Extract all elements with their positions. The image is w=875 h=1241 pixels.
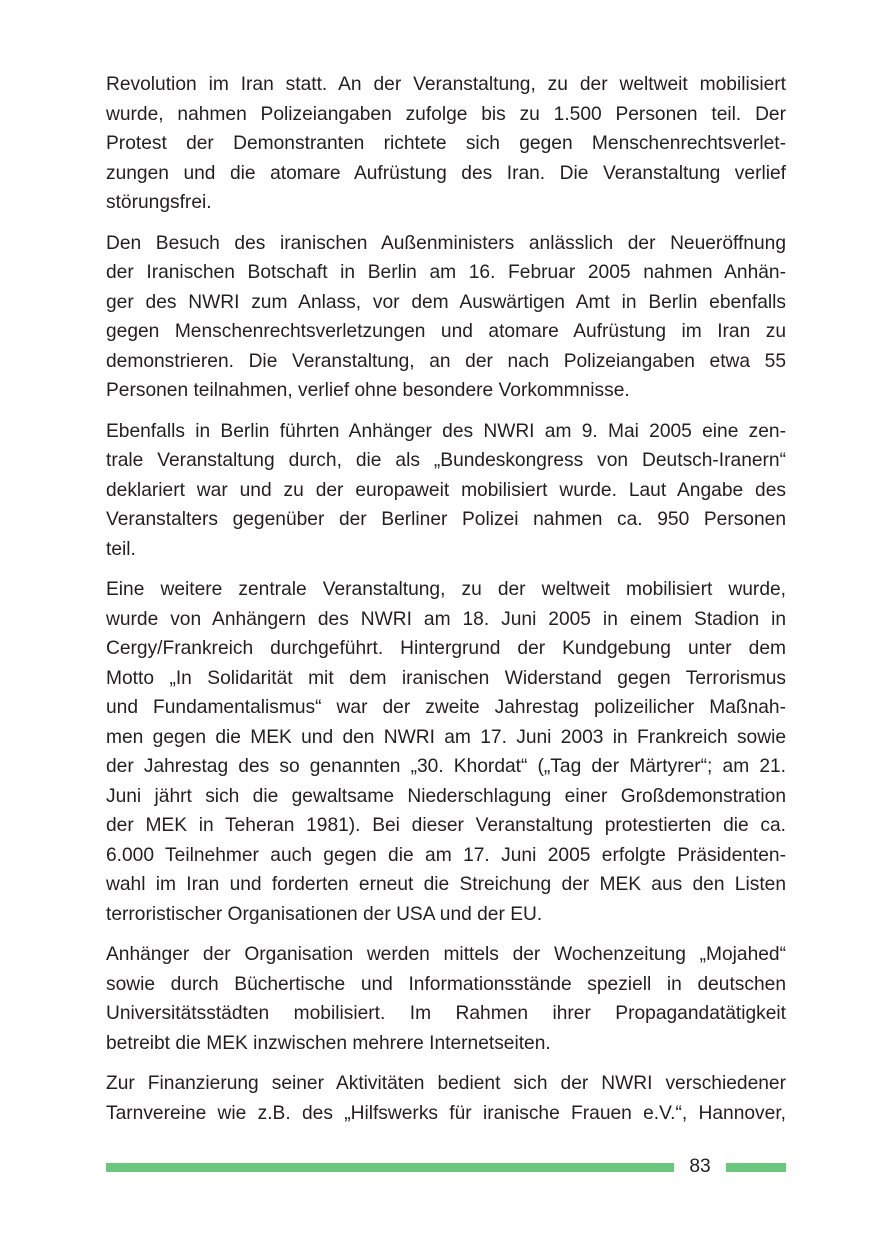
text-line: Anhänger der Organisation werden mittels der Wochenzeitung „Mojahed“ [106,944,786,965]
text-line: der Iranischen Botschaft in Berlin am 16. Februar 2005 nahmen Anhän- [106,262,786,283]
text-line: gegen Menschenrechtsverletzungen und atomare Aufrüstung im Iran zu [106,321,786,342]
text-line: betreibt die MEK inzwischen mehrere Internetseiten. [106,1032,551,1054]
text-line: sowie durch Büchertische und Informationsstände speziell in deutschen [106,973,786,995]
text-line: Eine weitere zentrale Veranstaltung, zu der weltweit mobilisiert wurde, [106,579,786,600]
text-line: und Fundamentalismus“ war der zweite Jahrestag polizeilicher Maßnah- [106,697,786,718]
paragraph-1 [106,70,786,218]
text-line: Protest der Demonstranten richtete sich gegen Menschenrechtsverlet- [106,133,786,154]
text-line: zungen und die atomare Aufrüstung des Iran. Die Veranstaltung verlief [106,162,786,184]
text-line: Personen teilnahmen, verlief ohne besondere Vorkommnisse. [106,380,630,401]
text-line: ger des NWRI zum Anlass, vor dem Auswärtigen Amt in Berlin ebenfalls [106,291,786,313]
text-line: terroristischer Organisationen der USA und der EU. [106,903,543,925]
paragraph-5 [106,940,786,1058]
text-line: Revolution im Iran statt. An der Veranstaltung, zu der weltweit mobilisiert [106,74,786,95]
text-line: deklariert war und zu der europaweit mobilisiert wurde. Laut Angabe des [106,479,786,501]
paragraph-2 [106,229,786,406]
paragraph-6 [106,1069,786,1128]
text-line: wahl im Iran und forderten erneut die Streichung der MEK aus den Listen [106,874,786,895]
text-line: Den Besuch des iranischen Außenministers anlässlich der Neueröffnung [106,232,786,254]
text-line: Motto „In Solidarität mit dem iranischen Widerstand gegen Terrorismus [106,667,786,689]
text-line: Universitätsstädten mobilisiert. Im Rahmen ihrer Propagandatätigkeit [106,1003,786,1024]
text-line: demonstrieren. Die Veranstaltung, an der nach Polizeiangaben etwa 55 [106,350,786,372]
text-line: Juni jährt sich die gewaltsame Niederschlagung einer Großdemonstration [106,785,786,807]
text-line: Veranstalters gegenüber der Berliner Polizei nahmen ca. 950 Personen [106,509,786,530]
text-line: 6.000 Teilnehmer auch gegen die am 17. Juni 2005 erfolgte Präsidenten- [106,844,786,866]
text-line: wurde, nahmen Polizeiangaben zufolge bis zu 1.500 Personen teil. Der [106,103,786,125]
text-line: teil. [106,538,136,560]
text-line: Tarnvereine wie z.B. des „Hilfswerks für iranische Frauen e.V.“, Hannover, [106,1102,786,1124]
text-line: men gegen die MEK und den NWRI am 17. Juni 2003 in Frankreich sowie [106,726,786,748]
text-line: störungsfrei. [106,192,212,213]
footer-rule-right [726,1163,786,1172]
text-line: der MEK in Teheran 1981). Bei dieser Veranstaltung protestierten die ca. [106,815,786,836]
text-line: wurde von Anhängern des NWRI am 18. Juni 2005 in einem Stadion in [106,608,786,630]
text-line: der Jahrestag des so genannten „30. Khordat“ („Tag der Märtyrer“; am 21. [106,756,786,777]
text-line: Ebenfalls in Berlin führten Anhänger des NWRI am 9. Mai 2005 eine zen- [106,420,786,442]
text-line: Zur Finanzierung seiner Aktivitäten bedient sich der NWRI verschiedener [106,1073,786,1094]
page-footer [106,1152,786,1182]
footer-rule-left [106,1163,674,1172]
paragraph-3 [106,417,786,565]
body-text [106,70,786,1139]
paragraph-4 [106,575,786,929]
page-number: 83 [689,1156,711,1177]
text-line: trale Veranstaltung durch, die als „Bundeskongress von Deutsch-Iranern“ [106,450,786,471]
text-line: Cergy/Frankreich durchgeführt. Hintergrund der Kundgebung unter dem [106,638,786,659]
